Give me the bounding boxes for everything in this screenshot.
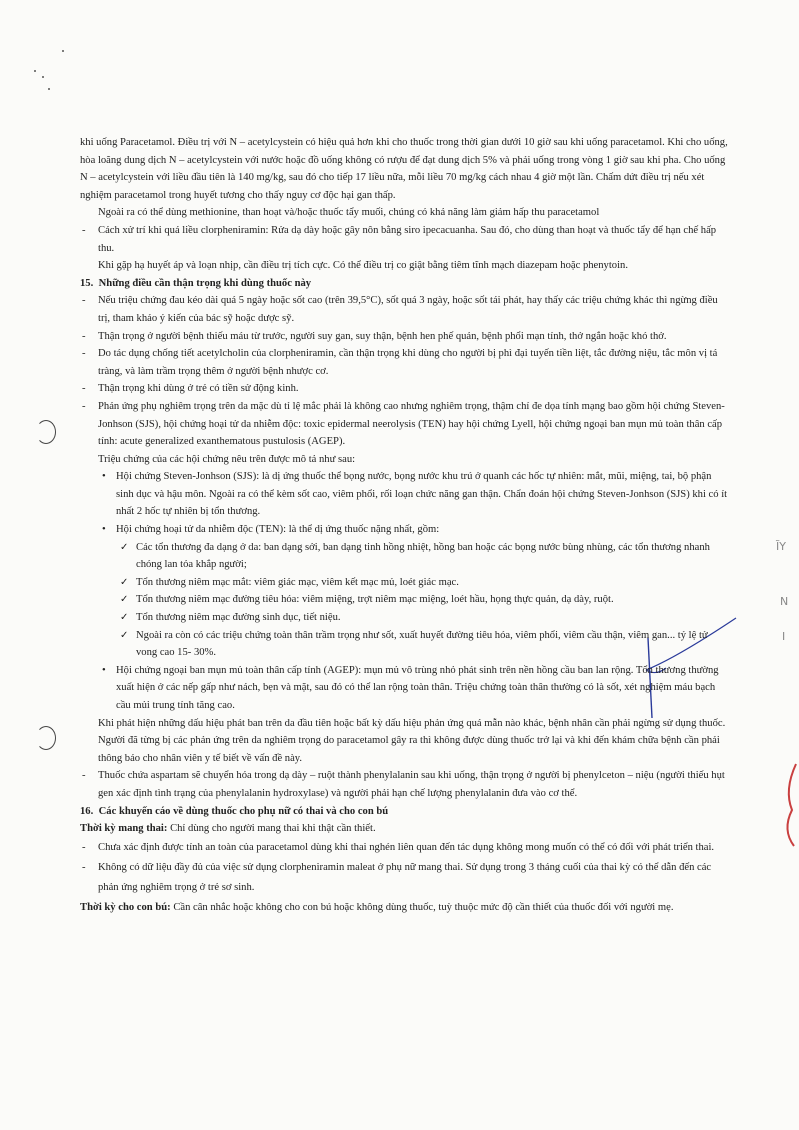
bullet-item: • Hội chứng ngoại ban mụn mủ toàn thân cấp tính (AGEP): mụn mủ vô trùng nhỏ phát sinh trên nền hồng cầu ban lan rộng. Tổn thương thường xuất hiện ở các nếp gấp như nách, bẹn và mặt, sau đó có thể lan rộng toàn thân. Triệu chứng toàn thân thường có là sốt, xét nghiệm máu bạch cầu mủi trung tính tăng cao.	[80, 662, 730, 715]
check-item: ✓ Tổn thương niêm mạc đường sinh dục, tiết niệu.	[80, 609, 730, 627]
list-item: - Thận trọng ở người bệnh thiếu máu từ trước, người suy gan, suy thận, bệnh hen phế quản, bệnh phổi mạn tính, thở ngắn hoặc khó thở.	[80, 328, 730, 346]
check-item: ✓ Tổn thương niêm mạc đường tiêu hóa: viêm miệng, trợt niêm mạc miệng, loét hầu, họng thực quản, dạ dày, ruột.	[80, 591, 730, 609]
list-item: - Thận trọng khi dùng ở trẻ có tiền sử động kinh.	[80, 380, 730, 398]
paragraph: Triệu chứng của các hội chứng nêu trên được mô tả như sau:	[98, 453, 356, 465]
document-body	[80, 134, 730, 918]
section-number: 15.	[80, 277, 94, 289]
binder-hole-icon	[36, 420, 56, 444]
list-item: - Không có dữ liệu đầy đủ của việc sử dụng clorpheniramin maleat ở phụ nữ mang thai. Sử dụng trong 3 tháng cuối của thai kỳ có thể dẫn đến các phản ứng nghiêm trọng ở trẻ sơ sinh.	[80, 858, 730, 898]
check-item: ✓ Ngoài ra còn có các triệu chứng toàn thân trầm trọng như sốt, xuất huyết đường tiêu hóa, viêm phổi, viêm cầu thận, viêm gan... tỷ lệ tử vong cao 15- 30%.	[80, 627, 730, 662]
margin-stamp-fragment: ĨY	[776, 540, 786, 553]
paragraph: Khi phát hiện những dấu hiệu phát ban trên da đầu tiên hoặc bất kỳ dấu hiệu phản ứng quá mẫn nào khác, bệnh nhân cần phải ngừng sử dụng thuốc. Người đã từng bị các phản ứng trên da nghiêm trọng do paracetamol gây ra thì không được dùng thuốc trở lại và khi đến khám chữa bệnh cần phải thông báo cho nhân viên y tế biết về vấn đề này.	[98, 717, 726, 764]
list-item: - Nếu triệu chứng đau kéo dài quá 5 ngày hoặc sốt cao (trên 39,5°C), sốt quá 3 ngày, hoặc sốt tái phát, hay thấy các triệu chứng khác thì ngừng điều trị, tham khảo ý kiến của bác sỹ hoặc dược sỹ.	[80, 292, 730, 327]
list-item: - Do tác dụng chống tiết acetylcholin của clorpheniramin, cần thận trọng khi dùng cho người bị phì đại tuyến tiền liệt, tắc đường niệu, tắc môn vị tá tràng, và làm trầm trọng thêm ở người bệnh nhược cơ.	[80, 345, 730, 380]
paragraph: khi uống Paracetamol. Điều trị với N – acetylcystein có hiệu quả hơn khi cho thuốc trong thời gian dưới 10 giờ sau khi uống paracetamol. Khi cho uống, hòa loãng dung dịch N – acetylcystein với nước hoặc đồ uống không có rượu để đạt dung dịch 5% và phải uống trong vòng 1 giờ sau khi pha. Cho uống N – acetylcystein với liều đầu tiên là 140 mg/kg, sau đó cho tiếp 17 liều nữa, mỗi liều 70 mg/kg cách nhau 4 giờ một lần. Chấm dứt điều trị nếu xét nghiệm paracetamol trong huyết tương cho thấy nguy cơ độc hại gan thấp.	[80, 137, 728, 201]
breastfeeding-text: Cần cân nhắc hoặc không cho con bú hoặc không dùng thuốc, tuỳ thuộc mức độ cần thiết của thuốc đối với người mẹ.	[173, 901, 674, 913]
section-title: Các khuyến cáo về dùng thuốc cho phụ nữ có thai và cho con bú	[98, 805, 389, 817]
pregnancy-text: Chỉ dùng cho người mang thai khi thật cần thiết.	[170, 823, 376, 835]
list-item: - Thuốc chứa aspartam sẽ chuyển hóa trong dạ dày – ruột thành phenylalanin sau khi uống, thận trọng ở người bị phenylceton – niệu (người thiếu hụt gen xác định tình trạng của phenylalanin hydroxylase) và người phải hạn chế lượng phenylalanin đưa vào cơ thể.	[80, 767, 730, 802]
scan-speck	[62, 50, 64, 52]
section-title: Những điều cần thận trọng khi dùng thuốc này	[98, 277, 312, 289]
bullet-item: • Hội chứng hoại tử da nhiễm độc (TEN): là thể dị ứng thuốc nặng nhất, gồm:	[80, 521, 730, 539]
margin-stamp-fragment: N	[780, 595, 789, 608]
list-item: - Chưa xác định được tính an toàn của paracetamol dùng khi thai nghén liên quan đến tác dụng không mong muốn có thể có đối với phát triển thai.	[80, 838, 730, 858]
paragraph	[80, 820, 730, 838]
section-heading	[80, 275, 730, 293]
section-heading	[80, 803, 730, 821]
scan-speck	[48, 88, 50, 90]
pregnancy-label: Thời kỳ mang thai:	[80, 823, 168, 835]
binder-hole-icon	[36, 726, 56, 750]
check-item: ✓ Các tổn thương đa dạng ở da: ban dạng sởi, ban dạng tinh hồng nhiệt, hồng ban hoặc các bọng nước bùng nhùng, các tổn thương nhanh chóng lan tỏa khắp người;	[80, 539, 730, 574]
list-item: - Cách xử trí khi quá liều clorpheniramin: Rửa dạ dày hoặc gây nôn bằng siro ipecacuanha. Sau đó, cho dùng than hoạt và thuốc tẩy để hạn chế hấp thu.	[80, 222, 730, 257]
breastfeeding-label: Thời kỳ cho con bú:	[80, 901, 171, 913]
bullet-item: • Hội chứng Steven-Jonhson (SJS): là dị ứng thuốc thể bọng nước, bọng nước khu trú ở quanh các hốc tự nhiên: mắt, mũi, miệng, tai, bộ phận sinh dục và hậu môn. Ngoài ra có thể kèm sốt cao, viêm phổi, rối loạn chức năng gan thận. Chẩn đoán hội chứng Steven-Jonhson (SJS) khi có ít nhất 2 hốc tự nhiên bị tổn thương.	[80, 468, 730, 521]
scan-speck	[42, 76, 44, 78]
paragraph: Khi gặp hạ huyết áp và loạn nhịp, cần điều trị tích cực. Có thể điều trị co giật bằng tiêm tĩnh mạch diazepam hoặc phenytoin.	[98, 260, 628, 272]
margin-stamp-fragment: I	[782, 630, 786, 643]
scan-speck	[34, 70, 36, 72]
section-number: 16.	[80, 805, 94, 817]
red-stamp-edge	[778, 760, 798, 850]
paragraph	[80, 898, 730, 918]
paragraph: Ngoài ra có thể dùng methionine, than hoạt và/hoặc thuốc tẩy muối, chúng có khả năng làm giảm hấp thu paracetamol	[98, 207, 600, 219]
list-item: - Phản ứng phụ nghiêm trọng trên da mặc dù tỉ lệ mắc phải là không cao nhưng nghiêm trọng, thậm chí đe dọa tính mạng bao gồm hội chứng Steven- Jonhson (SJS), hội chứng hoại tử da nhiễm độc: toxic epidermal neerolysis (TEN) hay hội chứng Lyell, hội chứng ngoại ban mụn mủ toàn thân cấp tính: acute generalized exanthematous pustulosis (AGEP).	[80, 398, 730, 451]
check-item: ✓ Tổn thương niêm mạc mắt: viêm giác mạc, viêm kết mạc mủ, loét giác mạc.	[80, 574, 730, 592]
